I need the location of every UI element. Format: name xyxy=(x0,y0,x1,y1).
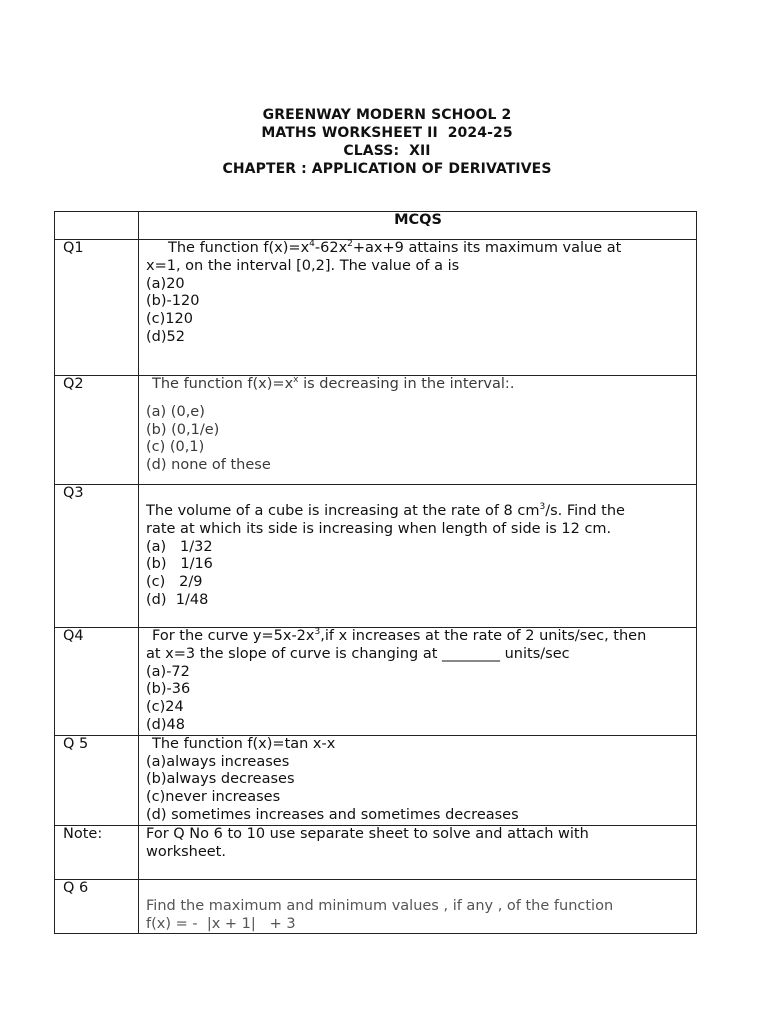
q3-option-d: (d) 1/48 xyxy=(146,591,209,608)
q1-stem-part: The function f(x)=x xyxy=(168,240,310,256)
q4-stem-part: ,if x increases at the rate of 2 units/sec, then xyxy=(320,628,647,644)
question-row-q6 xyxy=(55,879,697,934)
q1-stem xyxy=(146,240,690,258)
q1-option-c: (c)120 xyxy=(146,311,193,328)
q4-option-a: (a)-72 xyxy=(146,663,190,680)
worksheet-header xyxy=(0,106,768,178)
q4-option-d: (d)48 xyxy=(146,716,185,733)
note-line1: For Q No 6 to 10 use separate sheet to solve and attach with xyxy=(146,825,589,842)
question-body-q5 xyxy=(139,735,697,825)
q3-option-b: (b) 1/16 xyxy=(146,556,213,573)
q4-stem xyxy=(146,628,690,646)
q2-option-b: (b) (0,1/e) xyxy=(146,421,220,438)
q1-exponent: 4 xyxy=(309,239,315,250)
q2-stem-part: The function f(x)=x xyxy=(152,376,294,392)
q2-option-d: (d) none of these xyxy=(146,457,271,474)
q4-stem-line2: at x=3 the slope of curve is changing at ________ units/sec xyxy=(146,645,570,662)
q1-option-d: (d)52 xyxy=(146,328,185,345)
q1-stem-line2: x=1, on the interval [0,2]. The value of a is xyxy=(146,257,460,274)
q5-stem: The function f(x)=tan x-x xyxy=(152,735,336,752)
question-row-q1 xyxy=(55,240,697,376)
question-number: Q2 xyxy=(55,376,139,485)
q1-exponent: 2 xyxy=(347,239,353,250)
q2-exponent: x xyxy=(293,375,299,386)
question-row-q5 xyxy=(55,735,697,825)
q3-stem-line2: rate at which its side is increasing when length of side is 12 cm. xyxy=(146,520,612,537)
q1-option-a: (a)20 xyxy=(146,275,185,292)
question-body-q1 xyxy=(139,240,697,376)
q5-option-d: (d) sometimes increases and sometimes decreases xyxy=(146,806,519,823)
q3-exponent: 3 xyxy=(539,502,546,513)
q5-option-a: (a)always increases xyxy=(146,753,290,770)
school-name: GREENWAY MODERN SCHOOL 2 xyxy=(262,107,512,123)
q5-option-c: (c)never increases xyxy=(146,789,281,806)
q3-stem xyxy=(146,503,690,521)
q3-stem-part: The volume of a cube is increasing at the rate of 8 cm xyxy=(146,503,540,519)
q3-option-c: (c) 2/9 xyxy=(146,574,203,591)
q1-stem-part: -62x xyxy=(314,240,348,256)
question-row-q3 xyxy=(55,485,697,628)
q4-option-b: (b)-36 xyxy=(146,681,191,698)
question-body-q6 xyxy=(139,879,697,934)
table-header-row xyxy=(55,212,697,240)
blank-cell xyxy=(55,212,139,240)
q4-stem-part: For the curve y=5x-2x xyxy=(152,628,315,644)
class-label: CLASS: XII xyxy=(343,143,431,159)
note-label: Note: xyxy=(55,825,139,879)
worksheet-table xyxy=(54,211,697,934)
question-row-q4 xyxy=(55,628,697,736)
q1-option-b: (b)-120 xyxy=(146,293,200,310)
q1-stem-part: +ax+9 attains its maximum value at xyxy=(352,240,622,256)
question-number: Q4 xyxy=(55,628,139,736)
question-number: Q 5 xyxy=(55,735,139,825)
question-number: Q1 xyxy=(55,240,139,376)
q2-stem-part: is decreasing in the interval:. xyxy=(298,376,515,392)
question-body-q2 xyxy=(139,376,697,485)
q5-option-b: (b)always decreases xyxy=(146,771,295,788)
q6-function: f(x) = - |x + 1| + 3 xyxy=(146,915,296,932)
question-number: Q3 xyxy=(55,485,139,628)
q4-exponent: 3 xyxy=(314,627,321,638)
q2-option-a: (a) (0,e) xyxy=(146,403,205,420)
note-line2: worksheet. xyxy=(146,843,226,860)
note-body xyxy=(139,825,697,879)
question-body-q3 xyxy=(139,485,697,628)
q6-stem: Find the maximum and minimum values , if any , of the function xyxy=(146,897,614,914)
mcqs-heading: MCQS xyxy=(139,212,697,240)
q2-option-c: (c) (0,1) xyxy=(146,439,205,456)
note-row xyxy=(55,825,697,879)
question-number: Q 6 xyxy=(55,879,139,934)
q3-option-a: (a) 1/32 xyxy=(146,538,213,555)
q2-stem xyxy=(146,376,690,394)
chapter-title: CHAPTER : APPLICATION OF DERIVATIVES xyxy=(222,161,552,177)
q4-option-c: (c)24 xyxy=(146,699,184,716)
q3-stem-part: /s. Find the xyxy=(545,503,625,519)
question-row-q2 xyxy=(55,376,697,485)
worksheet-title: MATHS WORKSHEET II 2024-25 xyxy=(261,125,513,141)
question-body-q4 xyxy=(139,628,697,736)
